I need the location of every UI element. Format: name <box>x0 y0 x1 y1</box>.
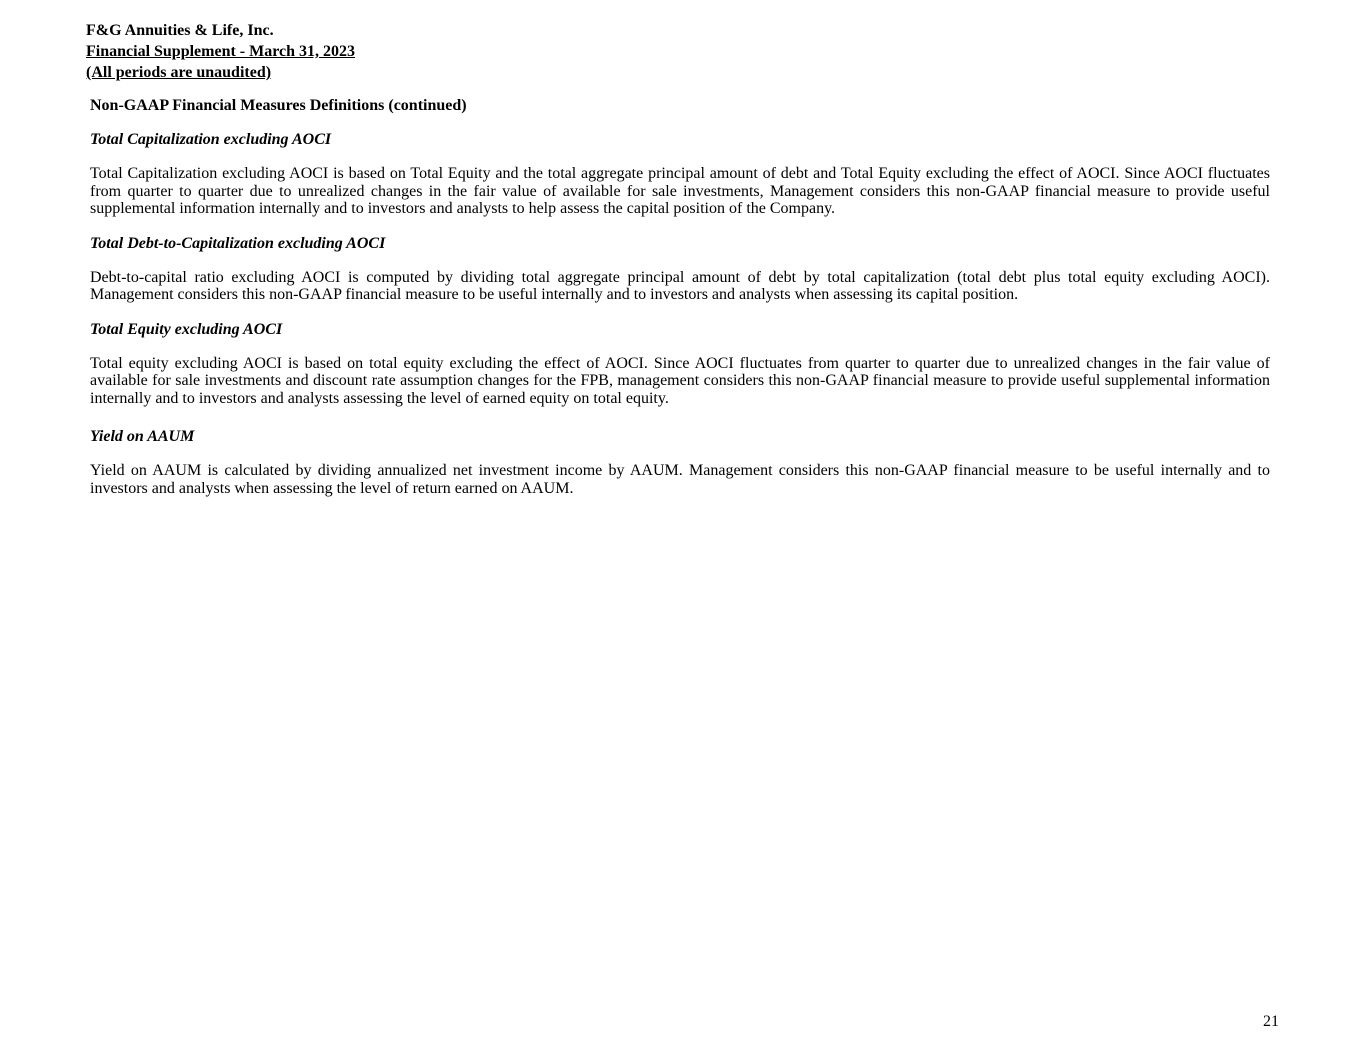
term-debt-to-capitalization: Total Debt-to-Capitalization excluding AOCI <box>90 234 386 252</box>
section-title: Non-GAAP Financial Measures Definitions (continued) <box>90 97 467 114</box>
term-total-equity: Total Equity excluding AOCI <box>90 320 283 338</box>
definition-total-equity: Total equity excluding AOCI is based on total equity excluding the effect of AOCI. Since AOCI fluctuates from quarter to quarter due to unrealized changes in the fair value of available for sale investments and discount rate assumption changes for the FPB, management considers this non-GAAP financial measure to provide useful supplemental information internally and to investors and analysts assessing the level of earned equity on total equity. <box>90 354 1270 407</box>
unaudited-note: (All periods are unaudited) <box>86 64 272 81</box>
definition-total-capitalization: Total Capitalization excluding AOCI is based on Total Equity and the total aggregate principal amount of debt and Total Equity excluding the effect of AOCI. Since AOCI fluctuates from quarter to quarter due to unrealized changes in the fair value of available for sale investments, Management considers this non-GAAP financial measure to provide useful supplemental information internally and to investors and analysts to help assess the capital position of the Company. <box>90 165 1270 217</box>
term-yield-on-aaum: Yield on AAUM <box>90 428 195 445</box>
definition-yield-on-aaum: Yield on AAUM is calculated by dividing annualized net investment income by AAUM. Management considers this non-GAAP financial measure to be useful internally and to investors and analysts when assessing the level of return earned on AAUM. <box>90 462 1270 497</box>
supplement-title: Financial Supplement - March 31, 2023 <box>86 43 356 60</box>
definition-debt-to-capitalization: Debt-to-capital ratio excluding AOCI is computed by dividing total aggregate principal amount of debt by total capitalization (total debt plus total equity excluding AOCI). Management considers this non-GAAP financial measure to be useful internally and to investors and analysts when assessing its capital position. <box>90 268 1270 303</box>
company-name: F&G Annuities & Life, Inc. <box>86 22 274 39</box>
page-number: 21 <box>1263 1013 1279 1030</box>
definitions-content <box>90 96 1270 513</box>
document-header <box>86 20 355 83</box>
term-total-capitalization: Total Capitalization excluding AOCI <box>90 131 332 148</box>
